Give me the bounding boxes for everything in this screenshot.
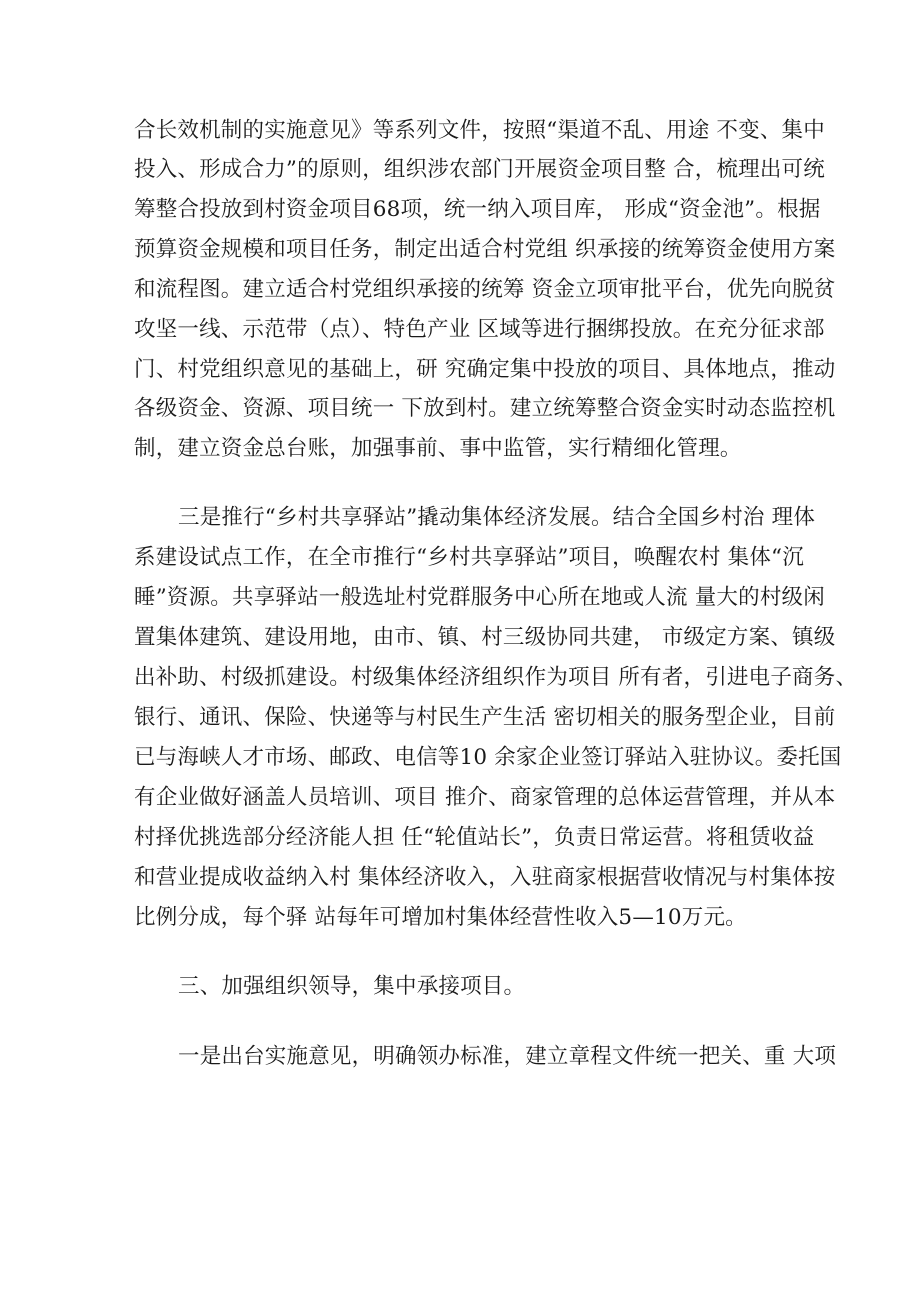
text-line: 合长效机制的实施意见》等系列文件，按照“渠道不乱、用途 不变、集中 bbox=[134, 118, 825, 143]
text-line: 置集体建筑、建设用地，由市、镇、村三级协同共建， 市级定方案、镇级 bbox=[134, 625, 836, 650]
text-line: 攻坚一线、示范带（点）、特色产业 区域等进行捆绑投放。在充分征求部 bbox=[134, 317, 825, 342]
text-line: 三、加强组织领导，集中承接项目。 bbox=[178, 974, 526, 999]
text-line: 一是出台实施意见，明确领办标准，建立章程文件统一把关、重 大项 bbox=[178, 1044, 837, 1069]
text-line: 和营业提成收益纳入村 集体经济收入，入驻商家根据营收情况与村集体按 bbox=[134, 865, 836, 890]
text-line: 有企业做好涵盖人员培训、项目 推介、商家管理的总体运营管理，并从本 bbox=[134, 785, 836, 810]
text-line: 制，建立资金总台账，加强事前、事中监管，实行精细化管理。 bbox=[134, 436, 742, 461]
text-line: 系建设试点工作，在全市推行“乡村共享驿站”项目，唤醒农村 集体“沉 bbox=[134, 545, 804, 570]
text-line: 各级资金、资源、项目统一 下放到村。建立统筹整合资金实时动态监控机 bbox=[134, 396, 836, 421]
text-line: 睡”资源。共享驿站一般选址村党群服务中心所在地或人流 量大的村级闲 bbox=[134, 585, 825, 610]
text-line: 预算资金规模和项目任务，制定出适合村党组 织承接的统筹资金使用方案 bbox=[134, 237, 836, 262]
text-line: 村择优挑选部分经济能人担 任“轮值站长”，负责日常运营。将租赁收益 bbox=[134, 825, 815, 850]
text-line: 筹整合投放到村资金项目68项，统一纳入项目库， 形成“资金池”。根据 bbox=[134, 197, 821, 222]
text-line: 银行、通讯、保险、快递等与村民生产生活 密切相关的服务型企业，目前 bbox=[134, 705, 836, 730]
text-line: 投入、形成合力”的原则，组织涉农部门开展资金项目整 合，梳理出可统 bbox=[134, 157, 825, 182]
text-line: 出补助、村级抓建设。村级集体经济组织作为项目 所有者，引进电子商务、 bbox=[134, 665, 858, 690]
text-line: 比例分成，每个驿 站每年可增加村集体经营性收入5—10万元。 bbox=[134, 905, 747, 930]
text-line: 门、村党组织意见的基础上，研 究确定集中投放的项目、具体地点，推动 bbox=[134, 357, 836, 382]
text-line: 三是推行“乡村共享驿站”撬动集体经济发展。结合全国乡村治 理体 bbox=[178, 505, 816, 530]
text-line: 和流程图。建立适合村党组织承接的统筹 资金立项审批平台，优先向脱贫 bbox=[134, 277, 836, 302]
text-line: 已与海峡人才市场、邮政、电信等10 余家企业签订驿站入驻协议。委托国 bbox=[134, 745, 842, 770]
